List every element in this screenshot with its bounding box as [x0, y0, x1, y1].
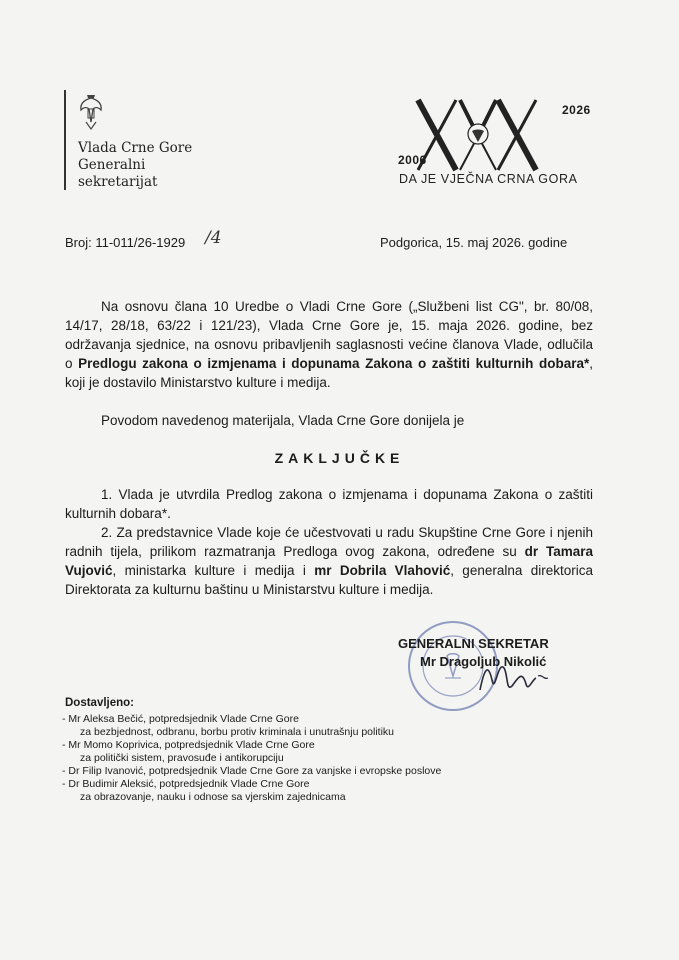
recipient-portfolio: za obrazovanje, nauku i odnose sa vjerskim zajednicama: [80, 791, 346, 803]
institution-line: Vlada Crne Gore: [78, 140, 193, 156]
recipient-line: - Dr Filip Ivanović, potpredsjednik Vlade Crne Gore za vanjske i evropske poslove: [62, 765, 442, 777]
list-item: [62, 765, 441, 778]
document-number: Broj: 11-011/26-1929: [65, 235, 186, 250]
intro-text-end: , koji je dostavilo Ministarstvo kulture i medija.: [65, 356, 593, 390]
signatory-title: GENERALNI SEKRETAR: [398, 636, 549, 651]
institution-line: sekretarijat: [78, 174, 158, 190]
recipient-line: - Mr Aleksa Bečić, potpredsjednik Vlade Crne Gore: [62, 713, 299, 725]
conclusion-2: [65, 523, 593, 599]
intro-text: Na osnovu člana 10 Uredbe o Vladi Crne Gore („Službeni list CG", br. 80/08, 14/17, 28/18, 63/22 i 121/23), Vlada Crne Gore je, 15. maja 2026. godine, bez održavanja sjednice, na osnovu pribavljenih saglasnosti većine članova Vlade, odlučila o: [65, 299, 593, 371]
list-item: [62, 739, 441, 765]
list-item: [62, 713, 441, 739]
conclusion-1: 1. Vlada je utvrdila Predlog zakona o izmjenama i dopunama Zakona o zaštiti kulturnih dobara*.: [65, 487, 593, 521]
recipient-portfolio: za politički sistem, pravosuđe i antikorupciju: [80, 752, 284, 764]
coat-of-arms-icon: [78, 92, 104, 132]
conclusion-2-text: , ministarka kulture i medija i: [112, 563, 315, 578]
conclusions-heading: ZAKLJUČKE: [274, 450, 405, 466]
recipient-line: - Dr Budimir Aleksić, potpredsjednik Vlade Crne Gore: [62, 778, 310, 790]
institution-name: [78, 140, 192, 191]
distribution-title: Dostavljeno:: [65, 697, 135, 709]
logo-year-start: 2006: [398, 153, 427, 167]
handwritten-mark: /4: [205, 228, 222, 248]
logo-year-end: 2026: [562, 103, 591, 117]
header-divider: [64, 90, 66, 190]
place-date: Podgorica, 15. maj 2026. godine: [380, 235, 568, 250]
logo-motto: DA JE VJEČNA CRNA GORA: [399, 172, 578, 186]
intro-paragraph: [65, 297, 593, 392]
law-title: Predlogu zakona o izmjenama i dopunama Zakona o zaštiti kulturnih dobara*: [78, 356, 590, 371]
conclusion-2-text: 2. Za predstavnice Vlade koje će učestvovati u radu Skupštine Crne Gore i njenih radnih tijela, prilikom razmatranja Predloga ovog zakona, određene su: [65, 525, 593, 559]
recipient-portfolio: za bezbjednost, odbranu, borbu protiv kriminala i unutrašnju politiku: [80, 726, 395, 738]
representative-name-1: dr Tamara Vujović: [65, 544, 593, 578]
list-item: [62, 778, 441, 804]
recipient-line: - Mr Momo Koprivica, potpredsjednik Vlade Crne Gore: [62, 739, 315, 751]
handwritten-signature: [440, 640, 570, 710]
decision-paragraph: Povodom navedenog materijala, Vlada Crne Gore donijela je: [101, 413, 465, 428]
distribution-list: [62, 713, 441, 804]
conclusion-2-text: , generalna direktorica Direktorata za kulturnu baštinu u Ministarstvu kulture i medija.: [65, 563, 593, 597]
institution-line: Generalni: [78, 157, 146, 173]
signatory-name: Mr Dragoljub Nikolić: [420, 654, 547, 669]
representative-name-2: mr Dobrila Vlahović: [314, 563, 451, 578]
